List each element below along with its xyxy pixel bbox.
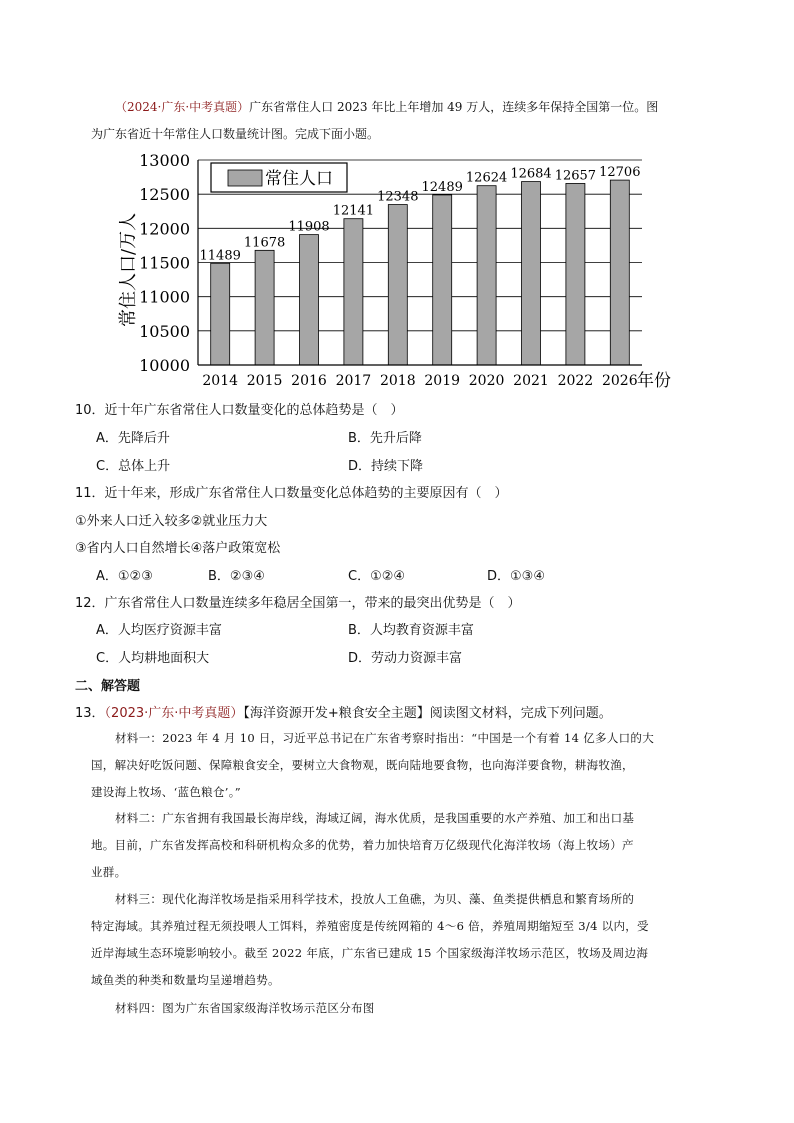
x-tick-label: 2019	[424, 373, 461, 389]
chart-x-ticks	[202, 373, 637, 389]
material-two-line-2: 地。目前，广东省发挥高校和科研机构众多的优势，着力加快培育万亿级现代化海洋牧场（海上牧场）产	[91, 838, 634, 852]
bar-value-label: 12684	[510, 166, 552, 182]
material-two-line-3: 业群。	[91, 865, 127, 879]
material-two	[91, 805, 713, 886]
material-three-line-4: 域鱼类的种类和数量均呈递增趋势。	[91, 973, 280, 987]
y-tick-label: 11000	[139, 287, 190, 307]
bar-value-label: 11489	[199, 248, 241, 264]
q11-statements-2: ③省内人口自然增长④落户政策宽松	[75, 541, 281, 556]
x-tick-label: 2022	[557, 373, 594, 389]
q11-option-d[interactable]: D．①③④	[487, 569, 545, 584]
x-tick-label: 2026	[601, 373, 638, 389]
x-tick-label: 2021	[513, 373, 549, 389]
material-four-line-1: 材料四：图为广东省国家级海洋牧场示范区分布图	[115, 1001, 375, 1015]
q10-option-d[interactable]: D．持续下降	[348, 459, 424, 474]
material-three-line-2: 特定海域。其养殖过程无须投喂人工饵料，养殖密度是传统网箱的 4～6 倍，养殖周期缩短至 3/4 以内，受	[91, 919, 649, 933]
q12-stem: 12．广东省常住人口数量连续多年稳居全国第一，带来的最突出优势是（ ）	[75, 596, 521, 611]
bar-2021	[522, 182, 541, 365]
material-one	[91, 725, 713, 806]
x-tick-label: 2018	[379, 373, 416, 389]
bar-value-label: 12657	[554, 168, 597, 184]
q10-option-a[interactable]: A．先降后升	[96, 431, 170, 446]
q13-number: 13．	[75, 706, 105, 721]
legend-label: 常住人口	[265, 169, 333, 189]
x-tick-label: 2020	[468, 373, 505, 389]
material-one-line-1: 材料一：2023 年 4 月 10 日，习近平总书记在广东省考察时指出：“中国是一个有着 14 亿多人口的大	[115, 731, 655, 745]
intro-paragraph	[91, 94, 731, 148]
q12-option-c[interactable]: C．人均耕地面积大	[96, 651, 210, 666]
x-tick-label: 2016	[291, 373, 327, 389]
q12-option-d[interactable]: D．劳动力资源丰富	[348, 651, 463, 666]
material-one-line-3: 建设海上牧场、‘蓝色粮仓’。”	[91, 785, 241, 799]
bar-2020	[477, 186, 496, 365]
q10-option-c[interactable]: C．总体上升	[96, 459, 171, 474]
bar-value-label: 12489	[421, 179, 463, 195]
bar-2014	[211, 263, 230, 365]
material-four	[91, 995, 713, 1022]
bar-2015	[255, 250, 274, 365]
legend-swatch	[228, 170, 262, 186]
intro-source: （2024·广东·中考真题）	[115, 100, 250, 114]
x-tick-label: 2017	[335, 373, 372, 389]
material-three	[91, 886, 713, 994]
bar-value-label: 12706	[599, 165, 641, 181]
q13-stem	[75, 702, 612, 721]
x-axis-title: 年份	[637, 371, 671, 391]
material-two-line-1: 材料二：广东省拥有我国最长海岸线，海域辽阔，海水优质，是我国重要的水产养殖、加工和出口基	[115, 811, 635, 825]
bar-value-label: 12141	[332, 203, 375, 219]
y-tick-label: 12500	[139, 185, 190, 205]
bar-2016	[300, 235, 319, 365]
x-tick-label: 2014	[202, 373, 239, 389]
bar-2018	[388, 205, 407, 365]
bar-value-label: 12624	[465, 170, 508, 186]
intro-text-2: 为广东省近十年常住人口数量统计图。完成下面小题。	[91, 127, 380, 141]
bar-value-label: 11908	[288, 219, 330, 235]
y-axis-title: 常住人口/万人	[118, 212, 139, 327]
section-heading-answer: 二、解答题	[75, 679, 141, 694]
y-tick-label: 10000	[139, 356, 190, 375]
q13-text: 【海洋资源开发+粮食安全主题】阅读图文材料，完成下列问题。	[243, 706, 612, 721]
intro-text-1: 广东省常住人口 2023 年比上年增加 49 万人，连续多年保持全国第一位。图	[249, 100, 659, 114]
bar-2017	[344, 219, 363, 365]
q10-stem: 10．近十年广东省常住人口数量变化的总体趋势是（ ）	[75, 403, 404, 418]
y-tick-label: 10500	[139, 321, 190, 341]
q12-option-a[interactable]: A．人均医疗资源丰富	[96, 623, 222, 638]
bar-2022	[566, 183, 585, 365]
chart-y-ticks	[139, 151, 190, 375]
q11-option-a[interactable]: A．①②③	[96, 569, 153, 584]
q13-source: （2023·广东·中考真题）	[104, 706, 244, 721]
material-three-line-3: 近岸海域生态环境影响较小。截至 2022 年底，广东省已建成 15 个国家级海洋牧场示范区，牧场及周边海	[91, 946, 649, 960]
q12-option-b[interactable]: B．人均教育资源丰富	[348, 623, 474, 638]
x-tick-label: 2015	[246, 373, 283, 389]
bar-2026	[610, 180, 629, 365]
chart-bars	[211, 180, 630, 365]
material-one-line-2: 国，解决好吃饭问题、保障粮食安全，要树立大食物观，既向陆地要食物，也向海洋要食物，耕海牧渔，	[91, 758, 634, 772]
q11-statements-1: ①外来人口迁入较多②就业压力大	[75, 514, 268, 529]
q11-option-b[interactable]: B．②③④	[208, 569, 265, 584]
bar-value-label: 11678	[243, 235, 286, 251]
y-tick-label: 13000	[139, 151, 190, 170]
q11-stem: 11．近十年来，形成广东省常住人口数量变化总体趋势的主要原因有（ ）	[75, 486, 508, 501]
y-tick-label: 11500	[139, 253, 190, 273]
q11-option-c[interactable]: C．①②④	[348, 569, 406, 584]
bar-value-label: 12348	[377, 189, 419, 205]
y-tick-label: 12000	[139, 219, 190, 239]
q10-option-b[interactable]: B．先升后降	[348, 431, 422, 446]
bar-2019	[433, 195, 452, 365]
material-three-line-1: 材料三：现代化海洋牧场是指采用科学技术，投放人工鱼礁，为贝、藻、鱼类提供栖息和繁育场所的	[115, 892, 635, 906]
population-bar-chart	[110, 145, 690, 395]
